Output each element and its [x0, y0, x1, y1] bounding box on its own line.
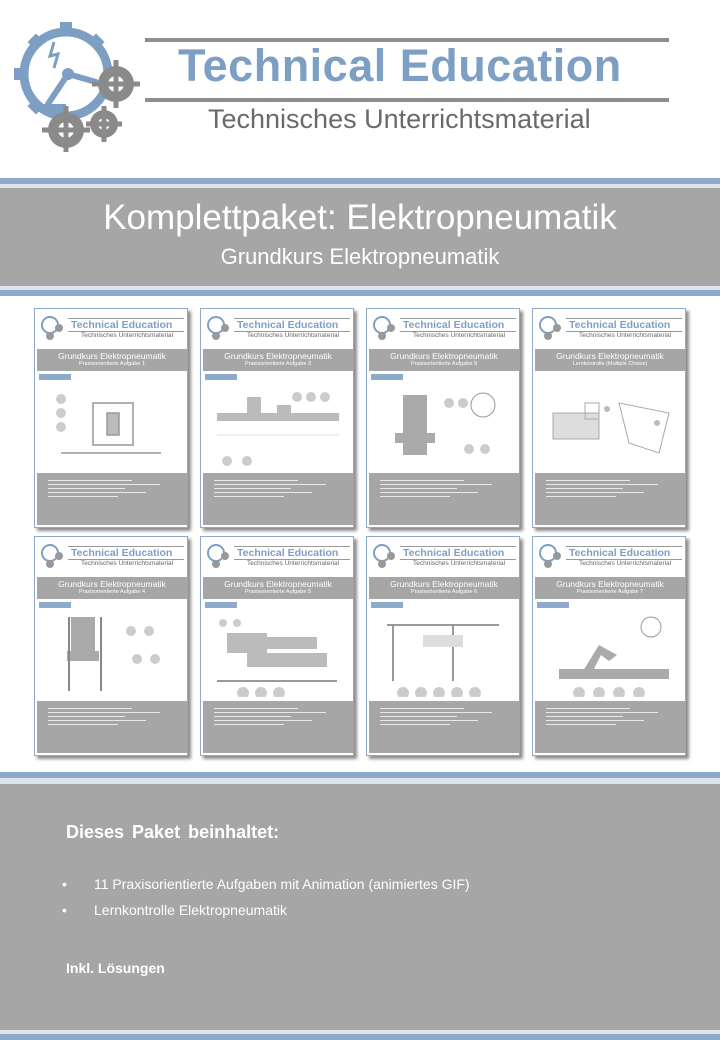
thumbnail-text-lines — [208, 480, 348, 497]
thumbnail-title-band — [369, 577, 519, 599]
gear-logo-icon — [536, 541, 563, 568]
package-contents-list — [62, 876, 470, 928]
list-item — [62, 902, 470, 928]
thumbnail-brand-subtitle: Technisches Unterrichtsmaterial — [579, 560, 672, 567]
thumbnail-subtitle: Lernkontrolle (Multiple Choice) — [572, 361, 648, 367]
thumbnail-card — [200, 536, 354, 756]
thumbnail-header — [367, 309, 520, 343]
thumbnail-header — [201, 309, 354, 343]
gear-robot-logo-icon — [6, 12, 142, 154]
thumbnail-tag — [205, 374, 237, 380]
gear-logo-icon — [370, 541, 397, 568]
solutions-note: Inkl. Lösungen — [66, 960, 165, 976]
thumbnail-description-panel — [369, 473, 519, 525]
gear-logo-icon — [536, 313, 563, 340]
thumbnail-brand-subtitle: Technisches Unterrichtsmaterial — [81, 332, 174, 339]
thumbnail-illustration — [373, 383, 515, 469]
thumbnail-brand-subtitle: Technisches Unterrichtsmaterial — [413, 332, 506, 339]
thumbnail-subtitle: Praxisorientierte Aufgabe 6 — [410, 589, 478, 595]
thumbnail-description-panel — [203, 473, 353, 525]
thumbnail-illustration — [539, 383, 681, 469]
thumbnail-subtitle: Praxisorientierte Aufgabe 5 — [244, 589, 312, 595]
thumbnail-description-panel — [37, 473, 187, 525]
thumbnail-title-band — [37, 577, 187, 599]
thumbnail-header — [533, 309, 686, 343]
thumbnail-title: Grundkurs Elektropneumatik — [556, 579, 664, 589]
thumbnail-illustration — [207, 611, 349, 697]
list-item-label: Lernkontrolle Elektropneumatik — [94, 902, 287, 918]
gear-logo-icon — [204, 313, 231, 340]
list-item — [62, 876, 470, 902]
thumbnail-header — [35, 309, 188, 343]
thumbnail-description-panel — [535, 701, 685, 753]
header — [0, 0, 720, 178]
thumbnail-title: Grundkurs Elektropneumatik — [556, 351, 664, 361]
thumbnail-brand-title: Technical Education — [403, 319, 505, 331]
divider-stripe — [0, 1034, 720, 1040]
thumbnail-brand-title: Technical Education — [71, 547, 173, 559]
gear-logo-icon — [370, 313, 397, 340]
thumbnail-tag — [371, 602, 403, 608]
thumbnail-title-band — [203, 577, 353, 599]
thumbnail-header — [35, 537, 188, 571]
thumbnail-title-band — [37, 349, 187, 371]
thumbnail-title: Grundkurs Elektropneumatik — [58, 579, 166, 589]
brand-title: Technical Education — [178, 40, 622, 91]
thumbnail-subtitle: Praxisorientierte Aufgabe 9 — [410, 361, 478, 367]
thumbnail-brand-subtitle: Technisches Unterrichtsmaterial — [413, 560, 506, 567]
bullet-icon: • — [62, 876, 67, 892]
thumbnail-card — [366, 308, 520, 528]
thumbnail-subtitle: Praxisorientierte Aufgabe 7 — [576, 589, 644, 595]
thumbnail-brand-title: Technical Education — [237, 319, 339, 331]
thumbnail-card — [532, 536, 686, 756]
thumbnail-title-band — [203, 349, 353, 371]
thumbnail-tag — [537, 602, 569, 608]
thumbnail-title-band — [535, 349, 685, 371]
thumbnail-text-lines — [374, 480, 514, 497]
thumbnail-tag — [205, 602, 237, 608]
thumbnail-brand-title: Technical Education — [569, 547, 671, 559]
page-title: Komplettpaket: Elektropneumatik — [103, 198, 617, 237]
thumbnail-title: Grundkurs Elektropneumatik — [224, 579, 332, 589]
thumbnail-card — [532, 308, 686, 528]
thumbnail-text-lines — [540, 708, 680, 725]
thumbnail-text-lines — [374, 708, 514, 725]
thumbnail-text-lines — [42, 708, 182, 725]
list-item-label: 11 Praxisorientierte Aufgaben mit Animation (animiertes GIF) — [94, 876, 470, 892]
thumbnail-subtitle: Praxisorientierte Aufgabe 4 — [78, 589, 146, 595]
thumbnail-description-panel — [37, 701, 187, 753]
thumbnail-card — [34, 536, 188, 756]
thumbnail-title-band — [535, 577, 685, 599]
thumbnail-header — [367, 537, 520, 571]
gear-logo-icon — [38, 313, 65, 340]
thumbnail-illustration — [373, 611, 515, 697]
thumbnail-description-panel — [369, 701, 519, 753]
thumbnail-illustration — [539, 611, 681, 697]
thumbnail-brand-title: Technical Education — [237, 547, 339, 559]
thumbnail-text-lines — [540, 480, 680, 497]
thumbnail-tag — [371, 374, 403, 380]
thumbnail-title: Grundkurs Elektropneumatik — [224, 351, 332, 361]
thumbnail-text-lines — [208, 708, 348, 725]
thumbnail-brand-title: Technical Education — [71, 319, 173, 331]
thumbnail-header — [201, 537, 354, 571]
thumbnail-illustration — [41, 383, 183, 469]
thumbnail-brand-subtitle: Technisches Unterrichtsmaterial — [247, 332, 340, 339]
thumbnail-brand-subtitle: Technisches Unterrichtsmaterial — [579, 332, 672, 339]
thumbnail-card — [366, 536, 520, 756]
thumbnail-title: Grundkurs Elektropneumatik — [58, 351, 166, 361]
thumbnail-title: Grundkurs Elektropneumatik — [390, 579, 498, 589]
title-band — [0, 188, 720, 286]
brand-rule-bottom — [145, 98, 669, 102]
thumbnail-subtitle: Praxisorientierte Aufgabe 1 — [78, 361, 146, 367]
thumbnail-illustration — [207, 383, 349, 469]
thumbnail-card — [34, 308, 188, 528]
brand-subtitle: Technisches Unterrichtsmaterial — [208, 104, 591, 134]
thumbnail-card — [200, 308, 354, 528]
package-info — [0, 784, 720, 1030]
thumbnail-illustration — [41, 611, 183, 697]
thumbnail-tag — [39, 602, 71, 608]
thumbnail-text-lines — [42, 480, 182, 497]
thumbnail-subtitle: Praxisorientierte Aufgabe 3 — [244, 361, 312, 367]
package-info-title: Dieses Paket beinhaltet: — [66, 822, 280, 842]
gear-logo-icon — [38, 541, 65, 568]
thumbnail-description-panel — [535, 473, 685, 525]
thumbnail-grid — [0, 296, 720, 770]
thumbnail-header — [533, 537, 686, 571]
gear-logo-icon — [204, 541, 231, 568]
thumbnail-tag — [39, 374, 71, 380]
bullet-icon: • — [62, 902, 67, 918]
thumbnail-description-panel — [203, 701, 353, 753]
thumbnail-title-band — [369, 349, 519, 371]
thumbnail-brand-subtitle: Technisches Unterrichtsmaterial — [247, 560, 340, 567]
page-subtitle: Grundkurs Elektropneumatik — [220, 244, 500, 269]
thumbnail-brand-subtitle: Technisches Unterrichtsmaterial — [81, 560, 174, 567]
thumbnail-brand-title: Technical Education — [403, 547, 505, 559]
thumbnail-title: Grundkurs Elektropneumatik — [390, 351, 498, 361]
thumbnail-brand-title: Technical Education — [569, 319, 671, 331]
